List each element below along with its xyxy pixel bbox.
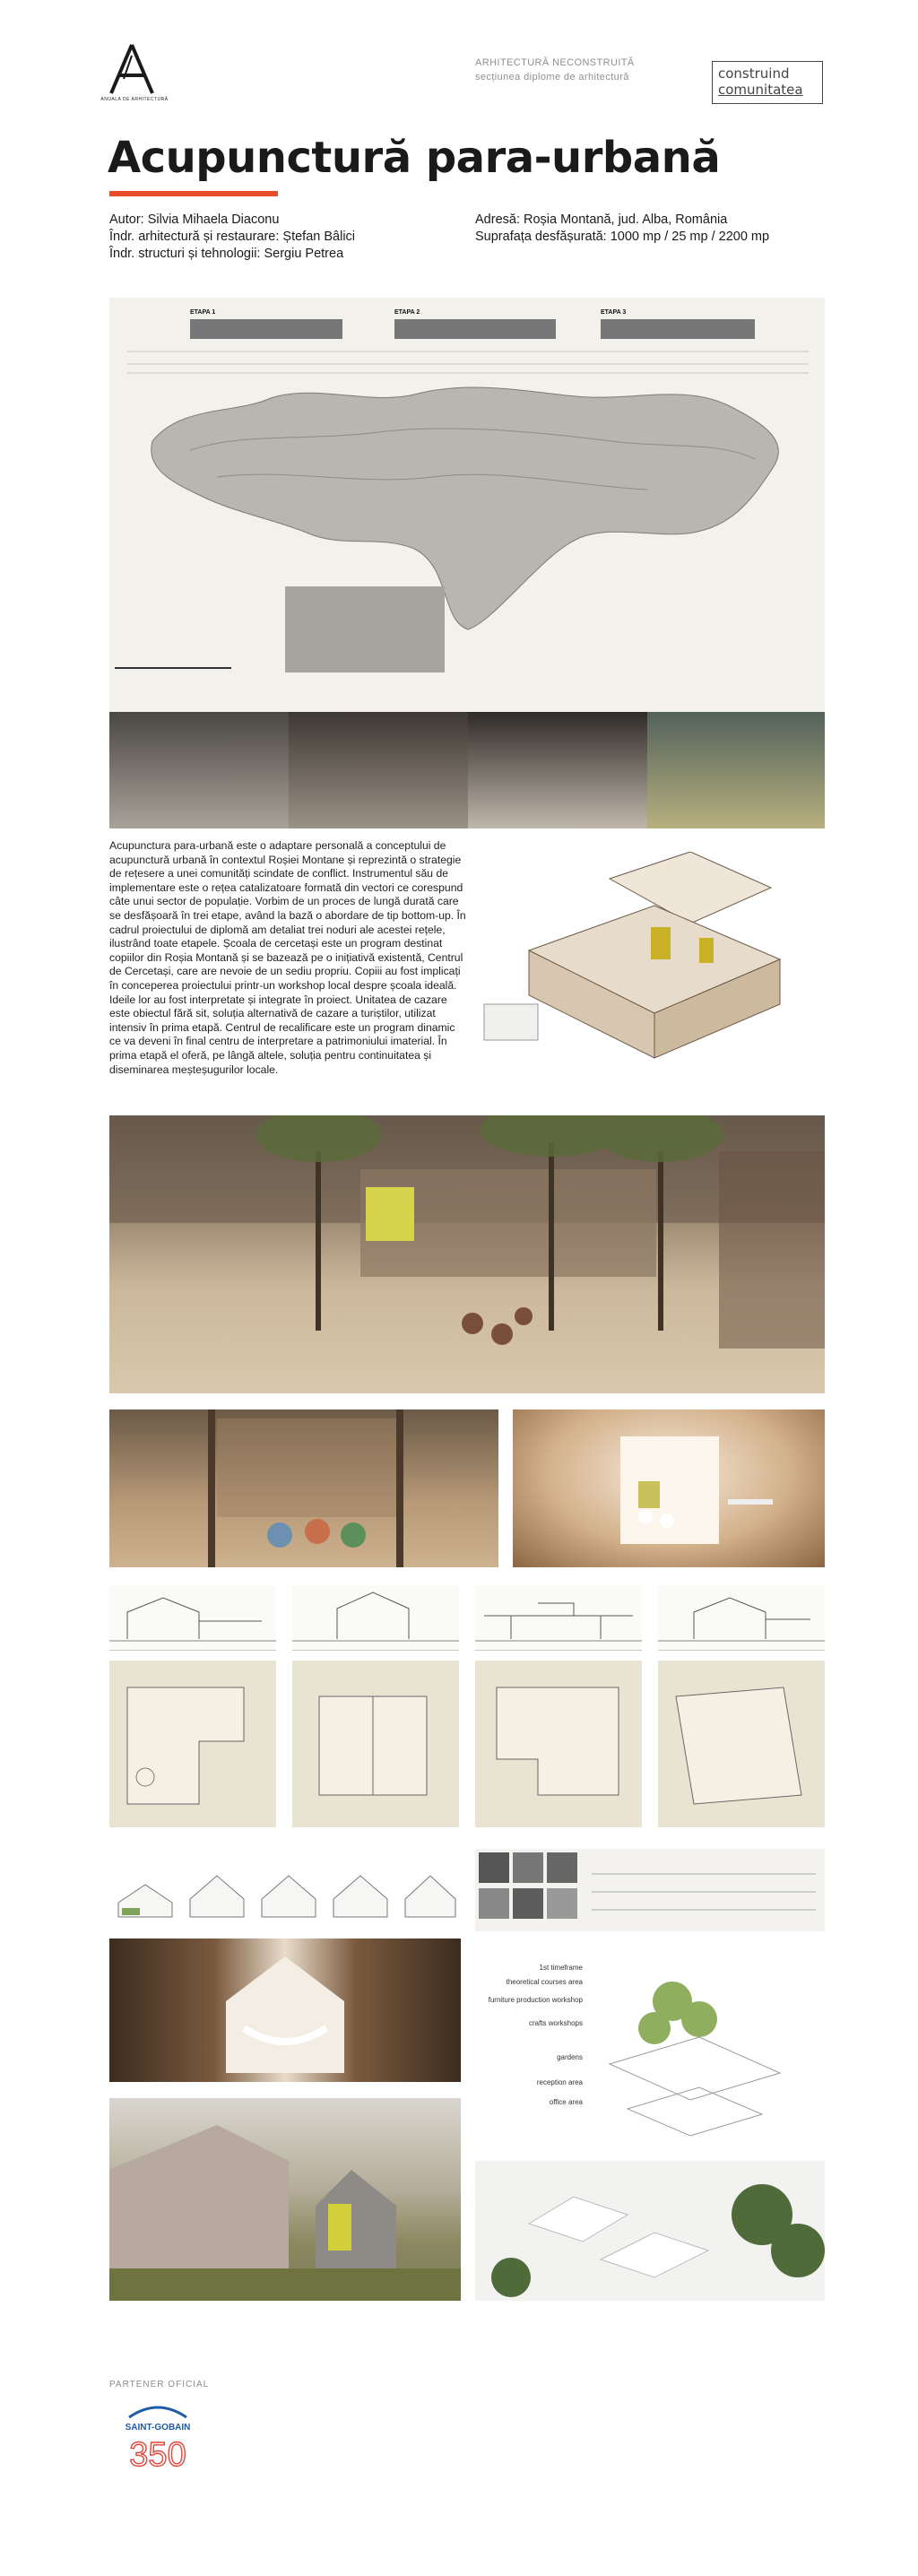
topographic-map-drawing <box>109 298 825 712</box>
context-photo-gallery <box>475 1849 825 1931</box>
section-drawing <box>109 1585 276 1651</box>
category-title: ARHITECTURĂ NECONSTRUITĂ <box>475 57 635 68</box>
site-info-block <box>475 212 769 246</box>
stage1-label: ETAPA 1 <box>190 309 216 316</box>
floor-plan-drawing <box>109 1661 276 1827</box>
cc-logo-line1: construind <box>718 65 790 82</box>
axo-label: theoretical courses area <box>506 1978 583 1986</box>
section-drawing <box>292 1585 459 1651</box>
page-title: Acupunctură para-urbană <box>108 133 721 183</box>
workshop-photo <box>468 712 647 828</box>
courtyard-rendering <box>109 1115 825 1393</box>
village-scene <box>109 2098 461 2301</box>
axo-label: gardens <box>557 2053 583 2061</box>
logo-caption: ANUALA DE ARHITECTURĂ <box>100 97 169 102</box>
interior-rendering <box>513 1409 825 1567</box>
sponsor-name: SAINT-GOBAIN <box>125 2423 191 2433</box>
program-axonometric <box>475 1939 825 2152</box>
tutor-structure-line: Îndr. structuri și tehnologii: Sergiu Petrea <box>109 247 344 261</box>
interior-scene <box>513 1409 825 1567</box>
workshop-photo-strip <box>109 712 825 828</box>
workshop-photo <box>647 712 825 828</box>
context-photo <box>479 1852 509 1883</box>
topographic-map-board <box>109 298 825 712</box>
section-drawing <box>475 1585 642 1651</box>
axo-label: office area <box>549 2098 583 2106</box>
context-photo <box>513 1888 543 1919</box>
context-photo <box>547 1852 577 1883</box>
section-drawing <box>658 1585 825 1651</box>
partner-label: PARTENER OFICIAL <box>109 2380 210 2390</box>
hammock-cabin-rendering <box>109 1939 461 2082</box>
axo-label: 1st timeframe <box>539 1964 583 1972</box>
aerial-site-model <box>475 2161 825 2301</box>
context-photo <box>479 1888 509 1919</box>
housing-unit-models <box>109 1849 461 1921</box>
sponsor-number: 350 <box>129 2436 186 2473</box>
timeline-diagram <box>592 1856 816 1928</box>
children-playing-rendering <box>109 1409 498 1567</box>
context-photo <box>513 1852 543 1883</box>
address-line: Adresă: Roșia Montană, jud. Alba, România <box>475 212 728 227</box>
axo-label: crafts workshops <box>528 2019 583 2027</box>
floor-plan-drawing <box>292 1661 459 1827</box>
author-line: Autor: Silvia Mihaela Diaconu <box>109 212 280 227</box>
exploded-axonometric-drawing <box>475 852 825 1085</box>
category-subtitle: secțiunea diplome de arhitectură <box>475 72 629 82</box>
context-photo <box>547 1888 577 1919</box>
courtyard-scene <box>109 1115 825 1393</box>
axo-label: reception area <box>536 2078 583 2086</box>
saint-gobain-350-logo <box>108 2398 208 2473</box>
axo-label: furniture production workshop <box>488 1996 583 2004</box>
credits-block <box>109 212 355 263</box>
hammock-cabin-scene <box>109 1939 461 2082</box>
floor-plan-drawing <box>658 1661 825 1827</box>
village-context-rendering <box>109 2098 461 2301</box>
title-accent-rule <box>109 191 278 196</box>
area-line: Suprafața desfășurată: 1000 mp / 25 mp / 2200 mp <box>475 230 770 244</box>
stage3-label: ETAPA 3 <box>601 309 627 316</box>
aerial-scene <box>475 2161 825 2301</box>
floor-plan-drawing <box>475 1661 642 1827</box>
cc-logo-line2: comunitatea <box>718 82 803 98</box>
project-description: Acupunctura para-urbană este o adaptare personală a conceptului de acupunctură urbană în contextul Roșiei Montane și reprezintă o strategie de rețesere a unei comunități scindate de conflict. Instrumentul său de implementare este o rețea catalizatoare formată din vectori ce corespund câte unui sector de populație. Vorbim de un proces de lungă durată care se desfășoară în trei etape, având la bază o abordare de tip bottom-up. În cadrul proiectului de diplomă am detaliat trei noduri ale acestei rețele, ilustrând toate etapele. Școala de cercetași este un program destinat copiilor din Roșia Montană și se bazează pe o inițiativă existentă, Centrul de Cercetași, care are nevoie de un sediu propriu. Copiii au fost implicați în conceperea proiectului printr-un workshop local despre școala ideală. Ideile lor au fost interpretate și integrate în proiect. Unitatea de cazare este obiectul fără sit, soluția alternativă de cazare a turiștilor, utilizat intensiv în prima etapă. Centrul de recalificare este un program dinamic ce va deveni în final centru de interpretare a patrimoniului imaterial. În prima etapă el oferă, pe lângă altele, soluția pentru continuitatea și diseminarea meșteșugurilor locale. <box>109 839 466 1076</box>
tutor-architecture-line: Îndr. arhitectură și restaurare: Ștefan Bâlici <box>109 230 356 244</box>
children-scene <box>109 1409 498 1567</box>
workshop-photo <box>289 712 468 828</box>
construind-comunitatea-logo <box>712 61 823 104</box>
anuala-logo-icon <box>106 43 158 95</box>
stage2-label: ETAPA 2 <box>394 309 420 316</box>
workshop-photo <box>109 712 289 828</box>
